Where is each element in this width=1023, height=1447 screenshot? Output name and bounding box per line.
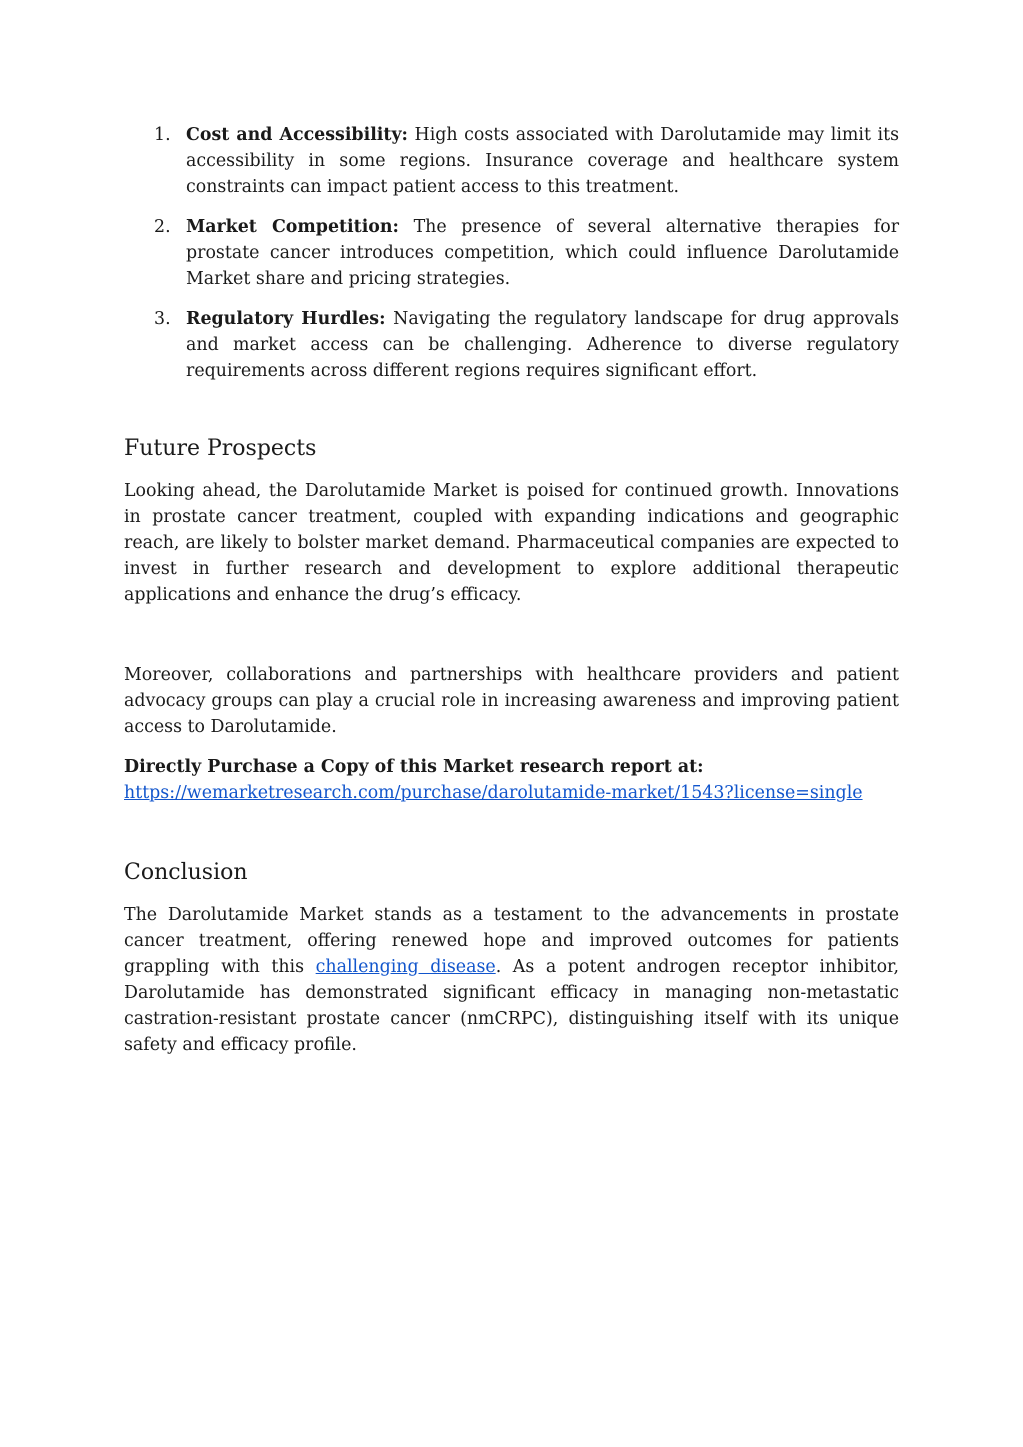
conclusion-text-start: The Darolutamide Market stands as a testament to the advancements in prostate cancer treatment, offering renewed hope and improved outcomes for patients grappling with this [124, 905, 899, 977]
list-item-text: High costs associated with Darolutamide may limit its accessibility in some regions. Insurance coverage and healthcare system constraints can impact patient access to this treatment. [186, 125, 900, 197]
purchase-link[interactable]: https://wemarketresearch.com/purchase/darolutamide-market/1543?license=single [124, 783, 863, 803]
list-item-title: Market Competition: [186, 217, 399, 237]
conclusion-text-end: . As a potent androgen receptor inhibitor, Darolutamide has demonstrated significant efficacy in managing non-metastatic castration-resistant prostate cancer (nmCRPC), distinguishing itself with its unique safety and efficacy profile. [124, 957, 899, 1055]
purchase-label: Directly Purchase a Copy of this Market research report at: [124, 757, 704, 777]
list-item-title: Regulatory Hurdles: [186, 309, 386, 329]
conclusion-paragraph [124, 902, 899, 1058]
collaboration-paragraph: Moreover, collaborations and partnerships with healthcare providers and patient advocacy groups can play a crucial role in increasing awareness and improving patient access to Darolutamide. [124, 665, 899, 737]
purchase-block [124, 754, 899, 806]
list-item-text: The presence of several alternative therapies for prostate cancer introduces competition, which could influence Darolutamide Market share and pricing strategies. [186, 217, 900, 289]
future-paragraph: Looking ahead, the Darolutamide Market is poised for continued growth. Innovations in prostate cancer treatment, coupled with expanding indications and geographic reach, are likely to bolster market demand. Pharmaceutical companies are expected to invest in further research and development to explore additional therapeutic applications and enhance the drug’s efficacy. [124, 481, 899, 605]
challenges-list [124, 122, 899, 384]
list-item [124, 306, 899, 384]
list-number: 2. [154, 217, 171, 237]
list-item-text: Navigating the regulatory landscape for drug approvals and market access can be challenging. Adherence to diverse regulatory requirements across different regions requires significant effort. [186, 309, 899, 381]
document-page [124, 122, 899, 1058]
future-prospects-heading: Future Prospects [124, 436, 317, 461]
list-item [124, 214, 899, 292]
list-item [124, 122, 899, 200]
conclusion-heading: Conclusion [124, 860, 248, 885]
challenging-disease-link[interactable]: challenging disease [315, 957, 496, 977]
list-number: 1. [154, 125, 171, 145]
list-number: 3. [154, 309, 171, 329]
list-item-title: Cost and Accessibility: [186, 125, 408, 145]
